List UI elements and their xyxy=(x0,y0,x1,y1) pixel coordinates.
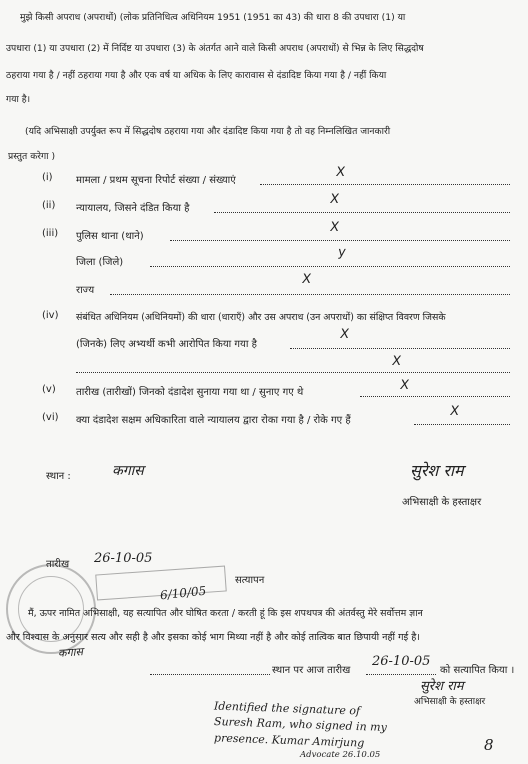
advocate-note: Advocate 26.10.05 xyxy=(300,750,381,760)
dotted-line xyxy=(290,348,510,349)
dotted-line xyxy=(150,266,510,267)
item-number: (ii) xyxy=(42,200,56,211)
item-label: जिला (जिले) xyxy=(76,257,124,268)
item-label: पुलिस थाना (थाने) xyxy=(76,231,144,242)
verification-line-1: मैं, ऊपर नामित अभिसाक्षी, यह सत्यापित और घोषित करता / करती हूं कि इस शपथपत्र की अंतर्वस्तु मेरे सर्वोत्तम ज्ञान xyxy=(28,608,423,619)
item-number: (vi) xyxy=(42,412,59,423)
item-answer-mark: y xyxy=(336,245,347,260)
item-number: (iii) xyxy=(42,228,59,239)
verified-suffix: को सत्यापित किया । xyxy=(440,665,515,676)
dotted-line xyxy=(366,674,436,675)
identification-note-line-1: Identified the signature of xyxy=(213,699,361,718)
dotted-line xyxy=(170,240,510,241)
item-answer-mark: X xyxy=(448,404,460,419)
item-number: (v) xyxy=(42,384,56,395)
page-number: 8 xyxy=(484,736,494,754)
item-label: संबंधित अधिनियम (अधिनियमों) की धारा (धाराएँ) और उस अपराध (उन अपराधों) का संक्षिप्त विवरण जिसके xyxy=(76,312,446,323)
identification-note-line-2: Suresh Ram, who signed in my xyxy=(213,714,388,735)
item-label: मामला / प्रथम सूचना रिपोर्ट संख्या / संख्याएं xyxy=(76,175,236,186)
item-answer-mark: X xyxy=(300,272,312,287)
dotted-line xyxy=(414,424,510,425)
item-label: न्यायालय, जिसने दंडित किया है xyxy=(76,203,190,214)
item-label: क्या दंडादेश सक्षम अधिकारिता वाले न्यायालय द्वारा रोका गया है / रोके गए हैं xyxy=(76,415,351,426)
place-date-label: स्थान पर आज तारीख xyxy=(272,665,351,676)
dotted-line xyxy=(150,674,270,675)
item-number: (i) xyxy=(42,172,53,183)
intro-line-4: गया है। xyxy=(6,94,31,105)
place-value: कगास xyxy=(112,463,144,479)
dotted-line xyxy=(76,372,510,373)
deponent-signature: सुरेश राम xyxy=(420,679,464,694)
dotted-line xyxy=(360,396,510,397)
stamp-signature-date: 6/10/05 xyxy=(159,583,207,603)
deponent-label: अभिसाक्षी के हस्ताक्षर xyxy=(402,497,482,508)
dotted-line xyxy=(214,212,510,213)
intro-line-1: मुझे किसी अपराध (अपराधों) (लोक प्रतिनिधित्व अधिनियम 1951 (1951 का 43) की धारा 8 की उपधारा (1) या xyxy=(20,12,406,23)
verification-heading: सत्यापन xyxy=(235,575,265,586)
item-label: तारीख (तारीखों) जिनको दंडादेश सुनाया गया था / सुनाए गए थे xyxy=(76,387,304,398)
item-answer-mark: X xyxy=(390,354,402,369)
item-answer-mark: X xyxy=(338,327,350,342)
verification-line-2: और विश्वास के अनुसार सत्य और सही है और इसका कोई भाग मिथ्या नहीं है और कोई तात्विक बात छिपायी नहीं गई है। xyxy=(6,632,420,643)
date-label: तारीख xyxy=(46,559,70,570)
dotted-line xyxy=(110,294,510,295)
intro-line-2: उपधारा (1) या उपधारा (2) में निर्दिष्ट या उपधारा (3) के अंतर्गत आने वाले किसी अपराध (अपराधों) से भिन्न के लिए सिद्धदोष xyxy=(6,43,424,54)
intro-line-3: ठहराया गया है / नहीं ठहराया गया है और एक वर्ष या अधिक के लिए कारावास से दंडादिष्ट किया गया है / नहीं किया xyxy=(6,70,387,81)
item-answer-mark: X xyxy=(398,378,410,393)
deponent-label: अभिसाक्षी के हस्ताक्षर xyxy=(414,697,486,707)
identification-note-line-3: presence. Kumar Amirjung xyxy=(213,731,365,750)
item-answer-mark: X xyxy=(334,165,346,180)
item-number: (iv) xyxy=(42,310,59,321)
dotted-line xyxy=(260,184,510,185)
deponent-signature: सुरेश राम xyxy=(410,461,464,480)
item-answer-mark: X xyxy=(328,192,340,207)
verified-date: 26-10-05 xyxy=(372,654,431,669)
condition-line-1: (यदि अभिसाक्षी उपर्युक्त रूप में सिद्धदोष ठहराया गया और दंडादिष्ट किया गया है तो वह निम्नलिखित जानकारी xyxy=(25,126,391,137)
item-label: राज्य xyxy=(76,285,95,296)
item-label-continued: (जिनके) लिए अभ्यर्थी कभी आरोपित किया गया है xyxy=(76,339,257,350)
item-answer-mark: X xyxy=(328,220,340,235)
condition-line-2: प्रस्तुत करेगा ) xyxy=(8,151,56,162)
stamp-handwritten-mark: कगास xyxy=(57,645,84,660)
place-label: स्थान : xyxy=(46,471,71,482)
date-value: 26-10-05 xyxy=(94,551,153,566)
